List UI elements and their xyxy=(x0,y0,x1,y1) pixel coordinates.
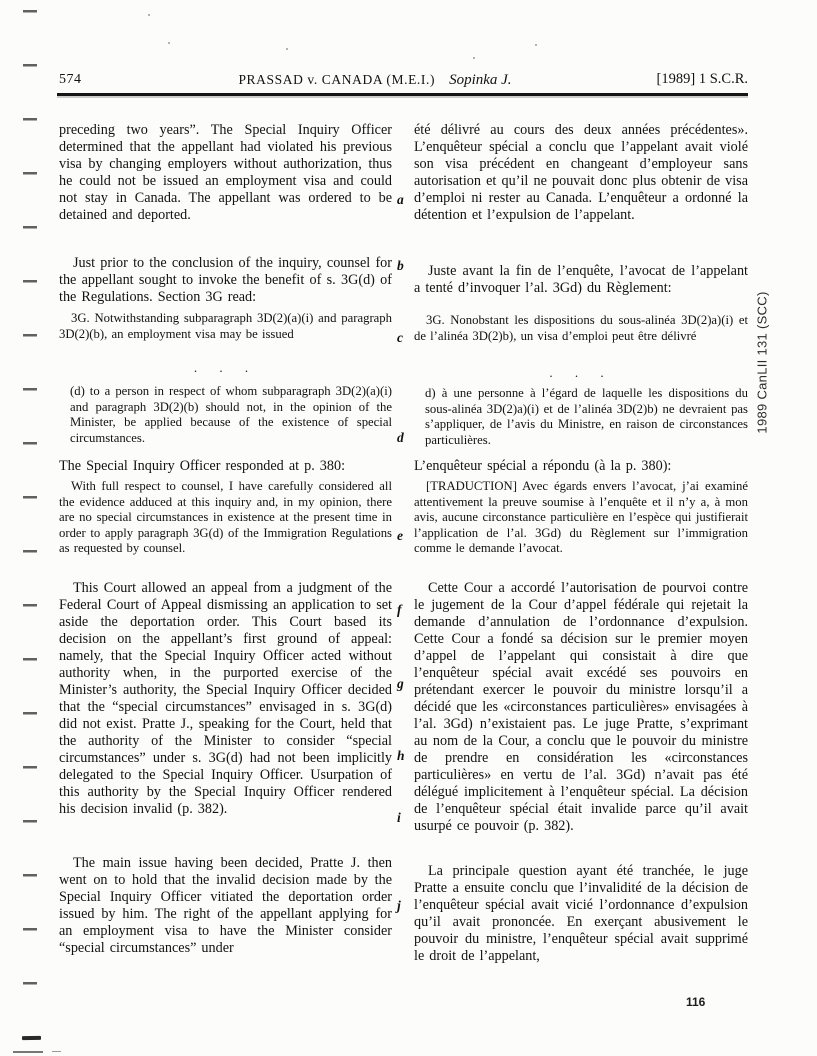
paragraph: Juste avant la fin de l’enquête, l’avocat de l’appelant a tenté d’invoquer l’al. 3Gd) du Règlement: xyxy=(414,263,748,296)
margin-letter-i: i xyxy=(397,810,401,825)
margin-letter-gutter xyxy=(396,0,414,1056)
statute-quote: d) à une personne à l’égard de laquelle les dispositions du sous-alinéa 3D(2)a)(i) et de l’alinéa 3D(2)b) ne devraient pas s’appliquer, de l’avis du Ministre, en raison de circonstances particulières. xyxy=(425,386,748,447)
margin-letter-h: h xyxy=(397,748,405,763)
margin-letter-j: j xyxy=(397,898,401,913)
paragraph: The main issue having been decided, Pratte J. then went on to hold that the invalid decision made by the Special Inquiry Officer vitiated the deportation order issued by him. The right of the appellant applying for an employment visa to have the Minister consider “special circumstances” under xyxy=(59,855,392,956)
scan-speck xyxy=(286,48,288,50)
scan-smudge xyxy=(22,1036,41,1040)
margin-letter-b: b xyxy=(397,258,404,273)
ellipsis-separator: . . . xyxy=(549,365,613,380)
case-name: PRASSAD v. CANADA (M.E.I.) xyxy=(238,72,436,87)
margin-letter-d: d xyxy=(397,430,404,445)
scan-speck xyxy=(148,14,150,16)
scan-speck xyxy=(473,57,475,59)
footer-page-number: 116 xyxy=(686,995,706,1009)
judge-name: Sopinka J. xyxy=(449,72,512,88)
scan-speck xyxy=(535,44,537,46)
margin-letter-c: c xyxy=(397,330,403,345)
paragraph: This Court allowed an appeal from a judgment of the Federal Court of Appeal dismissing an application to set aside the deportation order. This Court based its decision on the appellant’s first ground of appeal: namely, that the Special Inquiry Officer acted without authority when, in the purported exercise of the Minister’s authority, the Special Inquiry Officer decided that the “special circumstances” envisaged in s. 3G(d) did not exist. Pratte J., speaking for the Court, held that the authority of the Minister to consider “special circumstances” under s. 3G(d) had not been implicitly delegated to the Special Inquiry Officer. Usurpation of this authority by the Special Inquiry Officer rendered his decision invalid (p. 382). xyxy=(59,580,392,817)
scan-smudge xyxy=(52,1051,61,1052)
paragraph: La principale question ayant été tranchée, le juge Pratte a ensuite conclu que l’invalidité de la décision de l’enquêteur spécial avait vicié l’ordonnance d’expulsion qu’il avait prononcée. En exerçant abusivement le pouvoir du ministre, l’enquêteur spécial avait supprimé le droit de l’appelant, xyxy=(414,863,748,964)
scan-speck xyxy=(168,42,170,44)
testimony-quote: [TRADUCTION] Avec égards envers l’avocat, j’ai examiné attentivement la preuve soumise à l’enquête et il n’y a, à mon avis, aucune circonstance particulière en l’espèce qui justifierait l’application de l’al. 3Gd) du Règlement sur l’immigration comme le demande l’avocat. xyxy=(414,479,748,556)
paragraph: L’enquêteur spécial a répondu (à la p. 380): xyxy=(414,458,672,474)
margin-letter-f: f xyxy=(397,602,402,617)
header-running-title xyxy=(150,71,600,89)
header-citation: [1989] 1 S.C.R. xyxy=(656,71,748,87)
statute-quote: 3G. Notwithstanding subparagraph 3D(2)(a)(i) and paragraph 3D(2)(b), an employment visa may be issued xyxy=(59,311,392,341)
margin-letter-e: e xyxy=(397,528,403,543)
scan-smudge xyxy=(13,1051,43,1053)
paragraph: été délivré au cours des deux années précédentes». L’enquêteur spécial a conclu que l’appelant avait violé son visa précédent en changeant d’employeur sans autorisation et qu’il ne pouvait donc plus obtenir de visa d’emploi ni rester au Canada. L’enquêteur a ordonné la détention et l’expulsion de l’appelant. xyxy=(414,122,748,223)
testimony-quote: With full respect to counsel, I have carefully considered all the evidence adduced at this inquiry and, in my opinion, there are no special circumstances in existence at the present time in order to apply paragraph 3G(d) of the Immigration Regulations as requested by counsel. xyxy=(59,479,392,556)
margin-letter-g: g xyxy=(397,676,404,691)
margin-letter-a: a xyxy=(397,192,404,207)
paragraph: Cette Cour a accordé l’autorisation de pourvoi contre le jugement de la Cour d’appel fédérale qui rejetait la demande d’annulation de l’ordonnance d’expulsion. Cette Cour a fondé sa décision sur le premier moyen d’appel de l’appelant qui consistait à dire que l’enquêteur spécial avait excédé ses pouvoirs en prétendant exercer le pouvoir du ministre lorsqu’il a décidé que les «circonstances particulières» envisagées à l’al. 3Gd) n’existaient pas. Le juge Pratte, s’exprimant au nom de la Cour, a conclu que le pouvoir du ministre de prendre en considération les «circonstances particulières» en vertu de l’al. 3Gd) n’avait pas été délégué implicitement à l’enquêteur spécial. La décision de l’enquêteur spécial était invalide parce qu’il avait usurpé ce pouvoir (p. 382). xyxy=(414,580,748,834)
header-page-number: 574 xyxy=(59,72,82,87)
paragraph: Just prior to the conclusion of the inquiry, counsel for the appellant sought to invoke the benefit of s. 3G(d) of the Regulations. Section 3G read: xyxy=(59,255,392,305)
statute-quote: (d) to a person in respect of whom subparagraph 3D(2)(a)(i) and paragraph 3D(2)(b) should not, in the opinion of the Minister, be applied because of the existence of special circumstances. xyxy=(70,384,392,445)
ellipsis-separator: . . . xyxy=(193,360,258,375)
canlii-citation-stamp: 1989 CanLII 131 (SCC) xyxy=(754,291,770,434)
statute-quote: 3G. Nonobstant les dispositions du sous-alinéa 3D(2)a)(i) et de l’alinéa 3D(2)b), un visa d’emploi peut être délivré xyxy=(414,313,748,343)
paragraph: preceding two years”. The Special Inquiry Officer determined that the appellant had violated his previous visa by changing employers without authorization, thus he could not be issued an employment visa and could not stay in Canada. The appellant was ordered to be detained and deported. xyxy=(59,122,392,223)
paragraph: The Special Inquiry Officer responded at p. 380: xyxy=(59,458,346,474)
scan-edge-dashes xyxy=(23,10,37,992)
